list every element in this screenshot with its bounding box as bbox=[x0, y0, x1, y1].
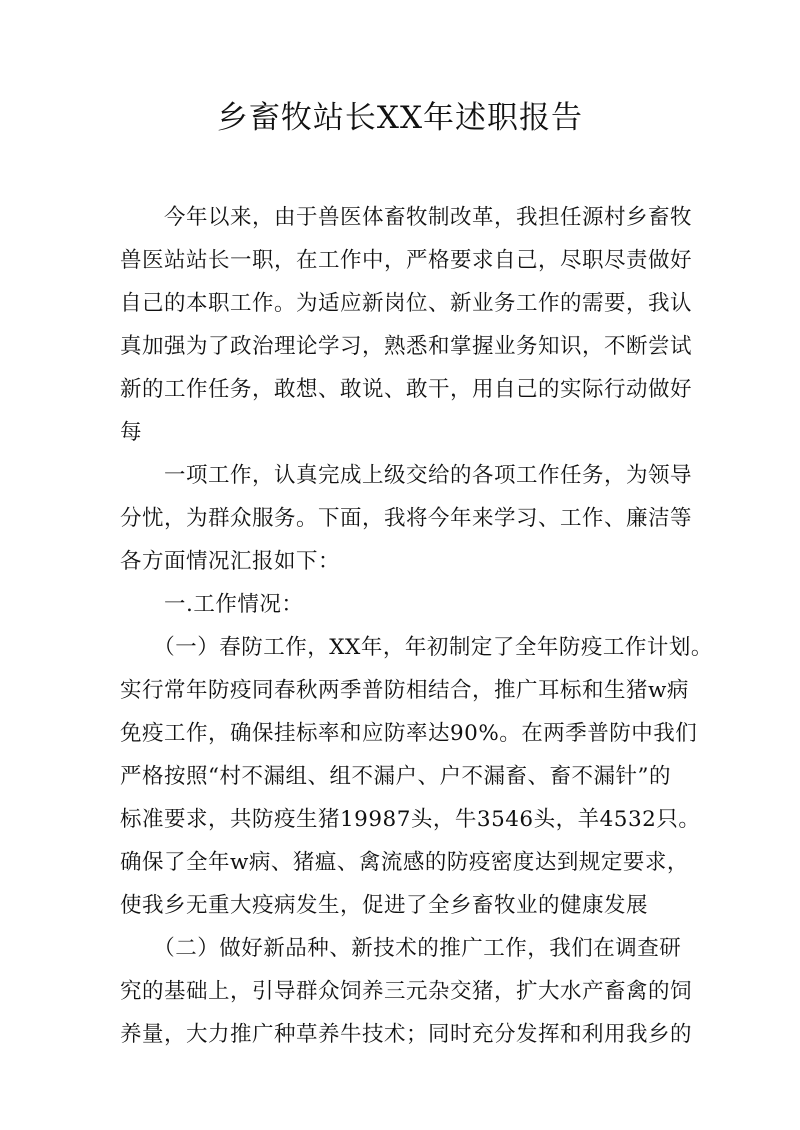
body-line: 确保了全年w病、猪瘟、禽流感的防疫密度达到规定要求， bbox=[120, 850, 689, 875]
body-line: （二）做好新品种、新技术的推广工作，我们在调查研 bbox=[120, 936, 682, 961]
body-line: 每 bbox=[120, 420, 143, 445]
body-line: 严格按照“村不漏组、组不漏户、户不漏畜、畜不漏针”的 bbox=[120, 764, 671, 789]
body-line: 标准要求，共防疫生猪19987头，牛3546头，羊4532只。 bbox=[120, 807, 701, 832]
body-line: 使我乡无重大疫病发生，促进了全乡畜牧业的健康发展 bbox=[120, 893, 649, 918]
body-line: 养量，大力推广种草养牛技术；同时充分发挥和利用我乡的 bbox=[120, 1022, 693, 1047]
body-line: 今年以来，由于兽医体畜牧制改革，我担任源村乡畜牧 bbox=[120, 205, 693, 230]
body-line: 一项工作，认真完成上级交给的各项工作任务，为领导 bbox=[120, 463, 693, 488]
body-line: 免疫工作，确保挂标率和应防率达90%。在两季普防中我们 bbox=[120, 721, 698, 746]
document-title: 乡畜牧站长XX年述职报告 bbox=[216, 100, 584, 136]
body-line: 分忧，为群众服务。下面，我将今年来学习、工作、廉洁等 bbox=[120, 506, 693, 531]
body-line: 究的基础上，引导群众饲养三元杂交猪，扩大水产畜禽的饲 bbox=[120, 979, 693, 1004]
body-line: 真加强为了政治理论学习，熟悉和掌握业务知识，不断尝试 bbox=[120, 334, 693, 359]
body-line: 自己的本职工作。为适应新岗位、新业务工作的需要，我认 bbox=[120, 291, 693, 316]
body-line: 实行常年防疫同春秋两季普防相结合，推广耳标和生猪w病 bbox=[120, 678, 689, 703]
body-line: 兽医站站长一职，在工作中，严格要求自己，尽职尽责做好 bbox=[120, 248, 693, 273]
body-line: 新的工作任务，敢想、敢说、敢干，用自己的实际行动做好 bbox=[120, 377, 693, 402]
body-line: （一）春防工作，XX年，年初制定了全年防疫工作计划。 bbox=[120, 635, 713, 660]
section-heading: 一.工作情况： bbox=[120, 592, 304, 617]
body-line: 各方面情况汇报如下： bbox=[120, 549, 341, 574]
